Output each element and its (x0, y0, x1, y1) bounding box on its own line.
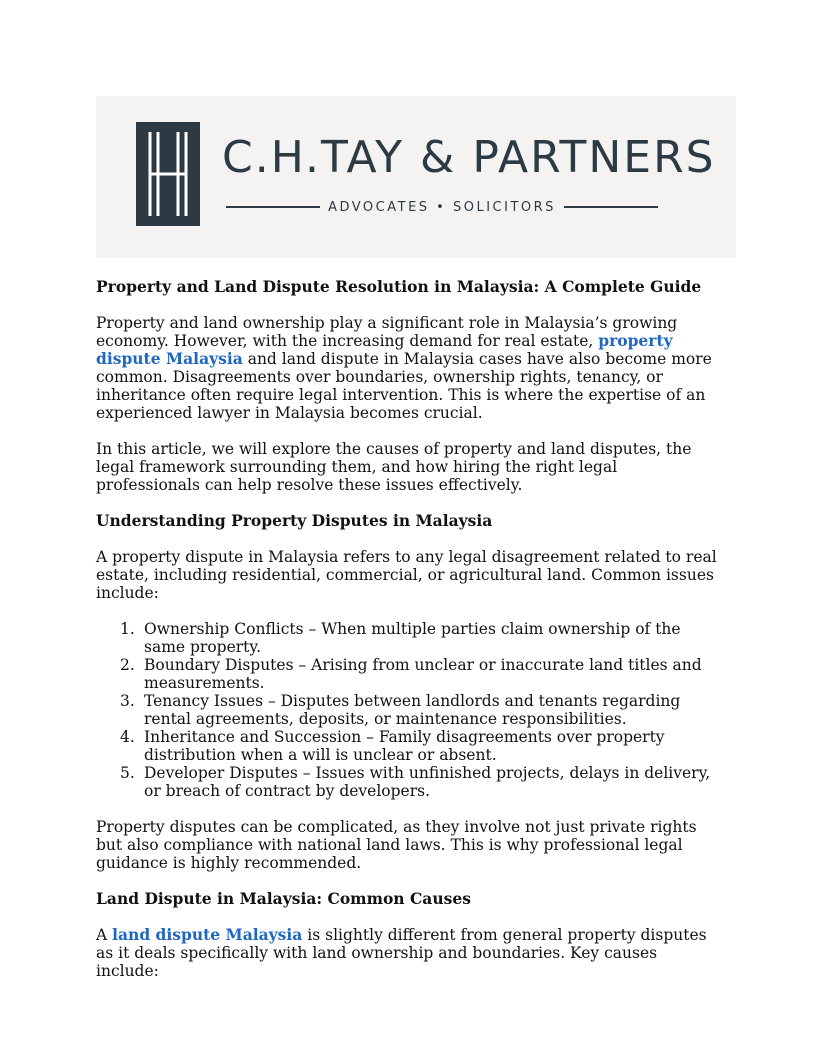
list-item (96, 620, 720, 656)
intro-text-before: Property and land ownership play a significant role in Malaysia’s growing economy. However, with the increasing demand for real estate, (96, 314, 678, 350)
list-item-number: 3. (120, 692, 135, 710)
section2-intro (96, 926, 720, 980)
section1-closing: Property disputes can be complicated, as they involve not just private rights but also compliance with national land laws. This is why professional legal guidance is highly recommended. (96, 818, 697, 872)
list-item-text: Boundary Disputes – Arising from unclear or inaccurate land titles and measurements. (144, 656, 702, 692)
list-item-text: Developer Disputes – Issues with unfinished projects, delays in delivery, or breach of contract by developers. (144, 764, 711, 800)
list-item (96, 764, 720, 800)
list-item-text: Ownership Conflicts – When multiple parties claim ownership of the same property. (144, 620, 681, 656)
section2-text-before: A (96, 926, 113, 944)
list-item-number: 4. (120, 728, 135, 746)
list-item-number: 1. (120, 620, 135, 638)
logo-tagline-row (226, 198, 658, 216)
logo-tagline: ADVOCATES • SOLICITORS (328, 199, 556, 215)
intro-text-after: and land dispute in Malaysia cases have also become more common. Disagreements over boundaries, ownership rights, tenancy, or inheritance often require legal intervention. This is where the expertise of an experienced lawyer in Malaysia becomes crucial. (96, 350, 712, 422)
logo-firm-name: C.H.TAY & PARTNERS (222, 132, 716, 183)
common-issues-list (96, 620, 720, 800)
list-item (96, 656, 720, 692)
list-item-text: Inheritance and Succession – Family disagreements over property distribution when a will is unclear or absent. (144, 728, 665, 764)
list-item-number: 5. (120, 764, 135, 782)
overview-paragraph: In this article, we will explore the causes of property and land disputes, the legal framework surrounding them, and how hiring the right legal professionals can help resolve these issues effectively. (96, 440, 692, 494)
intro-paragraph (96, 314, 720, 422)
list-item (96, 692, 720, 728)
firm-logo-mark-icon (136, 122, 200, 226)
article-title: Property and Land Dispute Resolution in Malaysia: A Complete Guide (96, 277, 702, 296)
section2-text-after: is slightly different from general property disputes as it deals specifically with land ownership and boundaries. Key causes include: (96, 926, 707, 980)
logo-banner (96, 96, 736, 258)
logo-rule-right (564, 206, 658, 208)
logo-rule-left (226, 206, 320, 208)
list-item-text: Tenancy Issues – Disputes between landlords and tenants regarding rental agreements, deposits, or maintenance responsibilities. (144, 692, 681, 728)
property-dispute-link[interactable]: property dispute Malaysia (96, 331, 673, 368)
document-page (96, 96, 720, 980)
section1-intro: A property dispute in Malaysia refers to any legal disagreement related to real estate, including residential, commercial, or agricultural land. Common issues include: (96, 548, 717, 602)
list-item (96, 728, 720, 764)
section2-heading: Land Dispute in Malaysia: Common Causes (96, 889, 471, 908)
section1-heading: Understanding Property Disputes in Malaysia (96, 511, 493, 530)
land-dispute-link[interactable]: land dispute Malaysia (112, 925, 303, 944)
list-item-number: 2. (120, 656, 135, 674)
